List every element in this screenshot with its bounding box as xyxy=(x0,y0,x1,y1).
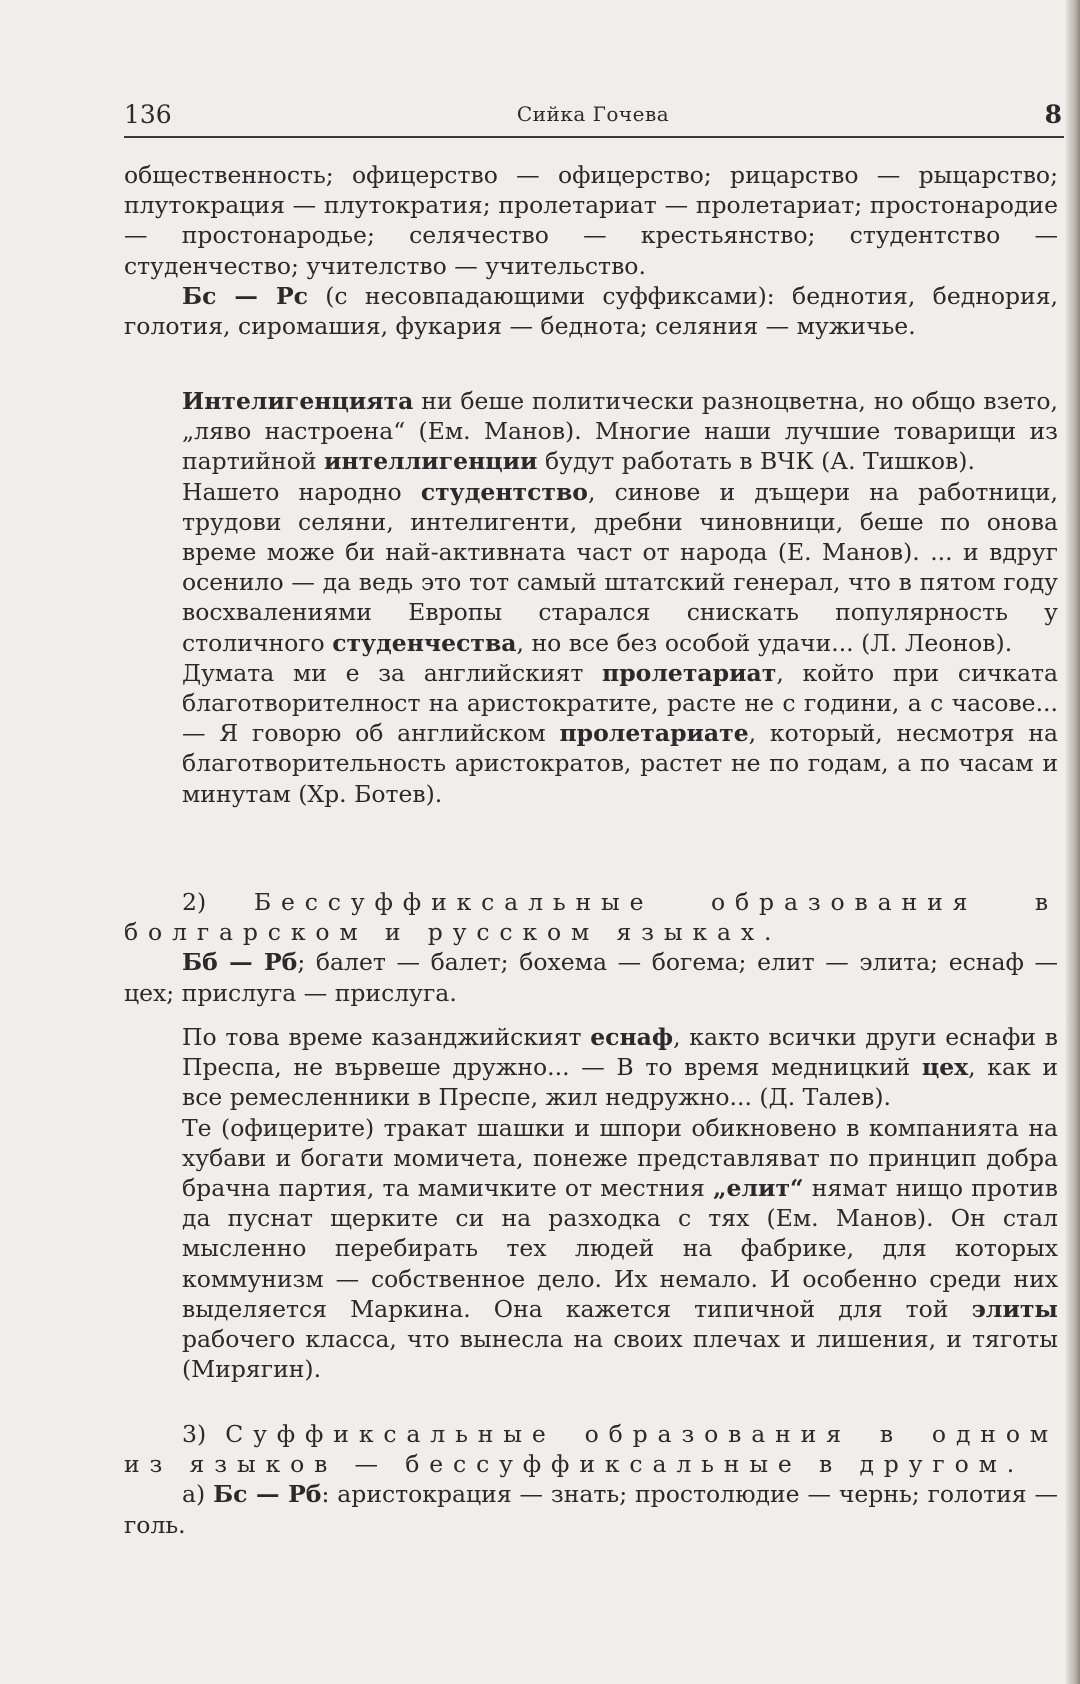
section-number: 2) xyxy=(182,888,254,916)
paragraph-list-continuation: общественность; офицерство — офицерство; рицарство — рыцарство; плутокрация — плутократия; пролетариат — пролетариат; простонародие — простонародье; селячество — крестьянство; студентство — студенчество; учителство — учительство. xyxy=(124,161,1058,280)
highlight-word: цех xyxy=(921,1053,969,1082)
example-text: Нашето народно xyxy=(182,477,421,506)
running-header xyxy=(124,98,1062,132)
paragraph-text: : аристокрация — знать; простолюдие — чернь; голотия — голь. xyxy=(124,1480,1058,1539)
sub-item-marker: а) xyxy=(182,1480,214,1509)
running-head-author: Сийка Гочева xyxy=(516,102,670,126)
category-label: Бс — Рб xyxy=(213,1480,322,1509)
highlight-word: пролетариат xyxy=(602,658,777,687)
section-number: 3) xyxy=(182,1420,226,1448)
highlight-word: студенчества xyxy=(332,628,517,657)
category-label: Бс — Рс xyxy=(182,281,308,310)
section-2-heading xyxy=(124,887,1058,947)
example-text: будут работать в ВЧК (А. Тишков). xyxy=(537,447,975,476)
example-text: , както всички други еснафи в Преспа, не вървеше дружно... — В то время медницкий xyxy=(182,1023,1058,1082)
header-rule xyxy=(124,136,1064,138)
example-text: , как и все ремесленники в Преспе, жил недружно... (Д. Талев). xyxy=(182,1053,1059,1112)
example-text: По това време казанджийският xyxy=(182,1023,591,1051)
signature-mark: 8 xyxy=(1044,100,1062,129)
examples-block-1 xyxy=(124,386,1058,809)
section-3-paragraph xyxy=(124,1479,1058,1539)
highlight-word: еснаф xyxy=(590,1023,674,1051)
highlight-word: студентство xyxy=(420,477,588,506)
body-block-1 xyxy=(124,160,1058,341)
example-text: нямат нищо против да пуснат щерките си на разходка с тях (Ем. Манов). Он стал мысленно перебирать тех людей на фабрике, для которых коммунизм — собственное дело. Их немало. И особенно среди них выделяется Маркина. Она кажется типичной для той xyxy=(182,1174,1059,1323)
example-text: ни беше политически разноцветна, но общо взето, „ляво настроена“ (Ем. Манов). Многие наши лучшие товарищи из партийной xyxy=(182,387,1058,476)
highlight-word: „елит“ xyxy=(713,1174,804,1203)
example-text: , но все без особой удачи... (Л. Леонов). xyxy=(516,628,1013,657)
section-2-paragraph xyxy=(124,947,1058,1007)
paragraph-text: ; балет — балет; бохема — богема; елит — элита; еснаф — цех; прислуга — прислуга. xyxy=(124,948,1058,1007)
paragraph-bs-rs xyxy=(124,281,1058,341)
example-students xyxy=(182,477,1058,658)
section-2 xyxy=(124,887,1058,1008)
example-text: , който при сичката благотворителност на аристократите, расте не с години, а с часове... — Я говорю об английском xyxy=(182,658,1058,748)
section-3 xyxy=(124,1419,1058,1540)
examples-block-2 xyxy=(124,1022,1058,1384)
section-title: Суффиксальные образования в одном из языков — бессуффиксальные в другом. xyxy=(124,1420,1058,1479)
category-label: Бб — Рб xyxy=(182,948,298,977)
highlight-word: пролетариате xyxy=(559,719,749,748)
example-text: Те (офицерите) тракат шашки и шпори обикновено в компанията на хубави и богати момичета, понеже представляват по принцип добра брачна партия, та мамичките от местния xyxy=(182,1113,1058,1203)
highlight-word: интеллигенции xyxy=(324,447,538,476)
paragraph-text: (с несовпадающими суффиксами): беднотия, беднория, голотия, сиромашия, фукария — беднота; селяния — мужичье. xyxy=(124,281,1059,341)
highlight-word: Интелигенцията xyxy=(182,387,414,415)
section-3-heading xyxy=(124,1419,1058,1479)
example-text: , который, несмотря на благотворительность аристократов, растет не по годам, а по часам и минутам (Хр. Ботев). xyxy=(182,719,1058,808)
example-text: рабочего класса, что вынесла на своих плечах и лишения, и тяготы (Мирягин). xyxy=(182,1325,1058,1384)
example-intelligentsia xyxy=(182,386,1058,477)
highlight-word: элиты xyxy=(971,1294,1058,1323)
example-text: , синове и дъщери на работници, трудови селяни, интелигенти, дребни чиновници, беше по онова време може би най-активната част от народа (Е. Манов). ... и вдруг осенило — да ведь это тот самый штатский генерал, что в пятом году восхвалениями Европы старался снискать популярность у столичного xyxy=(182,477,1058,657)
section-title: Бессуффиксальные образования в болгарском и русском языках. xyxy=(124,888,1058,947)
example-proletariat xyxy=(182,658,1058,809)
example-elite xyxy=(182,1113,1058,1385)
page-edge xyxy=(1066,0,1080,1684)
page-number: 136 xyxy=(124,100,172,129)
example-text: Думата ми е за английският xyxy=(182,658,603,687)
example-esnaf xyxy=(182,1022,1058,1113)
